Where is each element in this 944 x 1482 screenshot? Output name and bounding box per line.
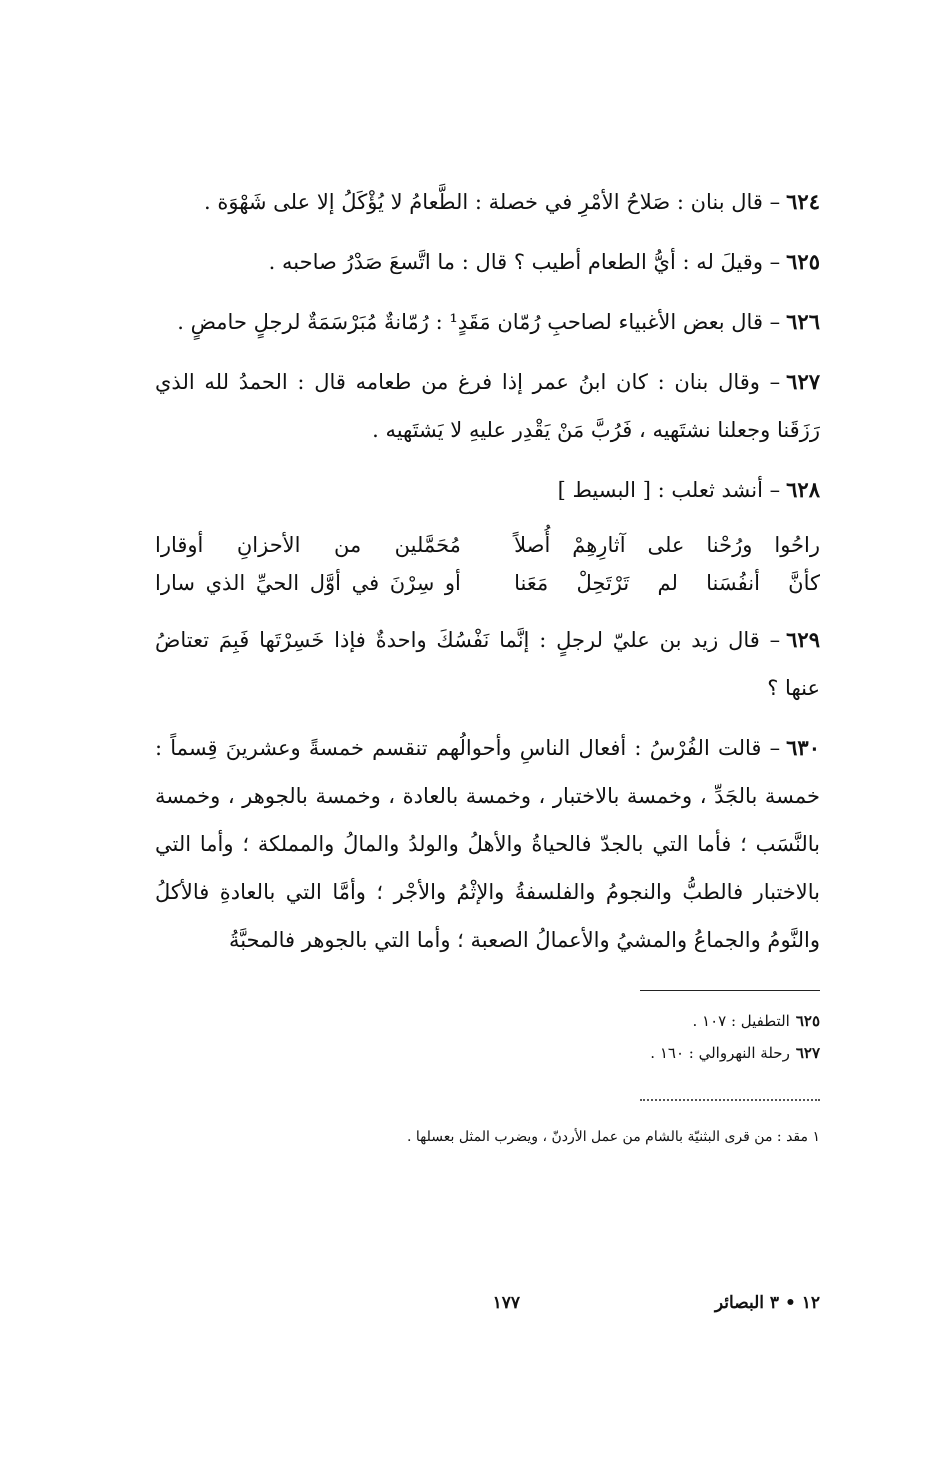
poem-verses [155, 526, 820, 602]
entry-number: ٦٢٦ [786, 309, 820, 334]
reference-number: ٦٢٧ [795, 1044, 820, 1062]
entry-text: – وقال بنان : كان ابنُ عمر إذا فرغ من طعامه قال : الحمدُ لله الذي رَزَقَنا وجعلنا نشتَهيه ، فَرُبَّ مَنْ يَقْدِر عليهِ لا يَشتَهيه . [155, 370, 820, 442]
entry-number: ٦٢٩ [786, 627, 820, 652]
first-hemistich: راحُوا ورُحْنا على آثارِهِمْ أُصلاً [514, 533, 820, 557]
entry-627 [155, 358, 820, 454]
entry-number: ٦٣٠ [786, 735, 820, 760]
reference-number: ٦٢٥ [795, 1012, 820, 1030]
entry-628 [155, 466, 820, 514]
entry-629 [155, 616, 820, 712]
entry-number: ٦٢٥ [786, 249, 820, 274]
entry-number: ٦٢٧ [786, 369, 821, 394]
reference-line [155, 1037, 820, 1069]
second-hemistich: أو سِرْنَ في أوَّل الحيِّ الذي سارا [155, 571, 461, 595]
entry-624 [155, 178, 820, 226]
entry-625 [155, 238, 820, 286]
entry-630 [155, 724, 820, 964]
entry-number: ٦٢٨ [786, 477, 820, 502]
reference-line [155, 1005, 820, 1037]
page-body [155, 178, 820, 1151]
entry-text: – قال زيد بن عليّ لرجلٍ : إنَّما نَفْسُكَ واحدةٌ فإذا خَسِرْتَها فَبِمَ تعتاضُ عنها ؟ [155, 628, 820, 700]
footnote-separator [640, 990, 820, 991]
entry-626 [155, 298, 820, 346]
entry-number: ٦٢٤ [786, 189, 820, 214]
dotted-separator [640, 1099, 820, 1101]
verse-line [155, 564, 820, 602]
signature-mark: ١٢ • ٣ البصائر [714, 1293, 820, 1313]
entry-text: – وقيلَ له : أيُّ الطعام أطيب ؟ قال : ما اتَّسعَ صَدْرُ صاحبه . [268, 250, 781, 274]
source-references [155, 1005, 820, 1069]
entry-text: – قال بعض الأغبياء لصاحبِ رُمّان مَقَدٍ¹ : رُمّانةٌ مُبَرْسَمَةٌ لرجلٍ حامضٍ . [177, 310, 781, 334]
reference-text: رحلة النهروالي : ١٦٠ . [650, 1044, 790, 1062]
footnote: ١ مقد : من قرى البثنيّة بالشام من عمل الأردنّ ، ويضرب المثل بعسلها . [406, 1129, 820, 1145]
entry-text: – أنشد ثعلب : [ البسيط ] [557, 478, 781, 502]
entry-text: – قالت الفُرْسُ : أفعال الناسِ وأحوالُهم تنقسم خمسةً وعشرينَ قِسماً : خمسة بالجَدِّ ، وخمسة بالاختبار ، وخمسة بالعادة ، وخمسة بالجوهر ، وخمسة بالنَّسَب ؛ فأما التي بالجدّ فالحياةُ والأهلُ والولدُ والمالُ والمملكة ؛ وأما التي بالاختبار فالطبُّ والنجومُ والفلسفةُ والإثْمُ والأجْر ؛ وأمَّا التي بالعادةِ فالأكلُ والنَّومُ والجماعُ والمشيُ والأعمالُ الصعبة ؛ وأما التي بالجوهر فالمحبَّةُ [155, 736, 820, 952]
verse-line [155, 526, 820, 564]
page-number: ١٧٧ [492, 1293, 520, 1313]
second-hemistich: مُحَمَّلين من الأحزانِ أوقارا [155, 533, 461, 557]
entry-text: – قال بنان : صَلاحُ الأمْرِ في خصلة : الطَّعامُ لا يُؤْكَلُ إلا على شَهْوَة . [204, 190, 781, 214]
reference-text: التطفيل : ١٠٧ . [692, 1012, 790, 1030]
first-hemistich: كأنَّ أنفُسَنا لم تَرْتَحِلْ مَعَنا [514, 571, 820, 595]
